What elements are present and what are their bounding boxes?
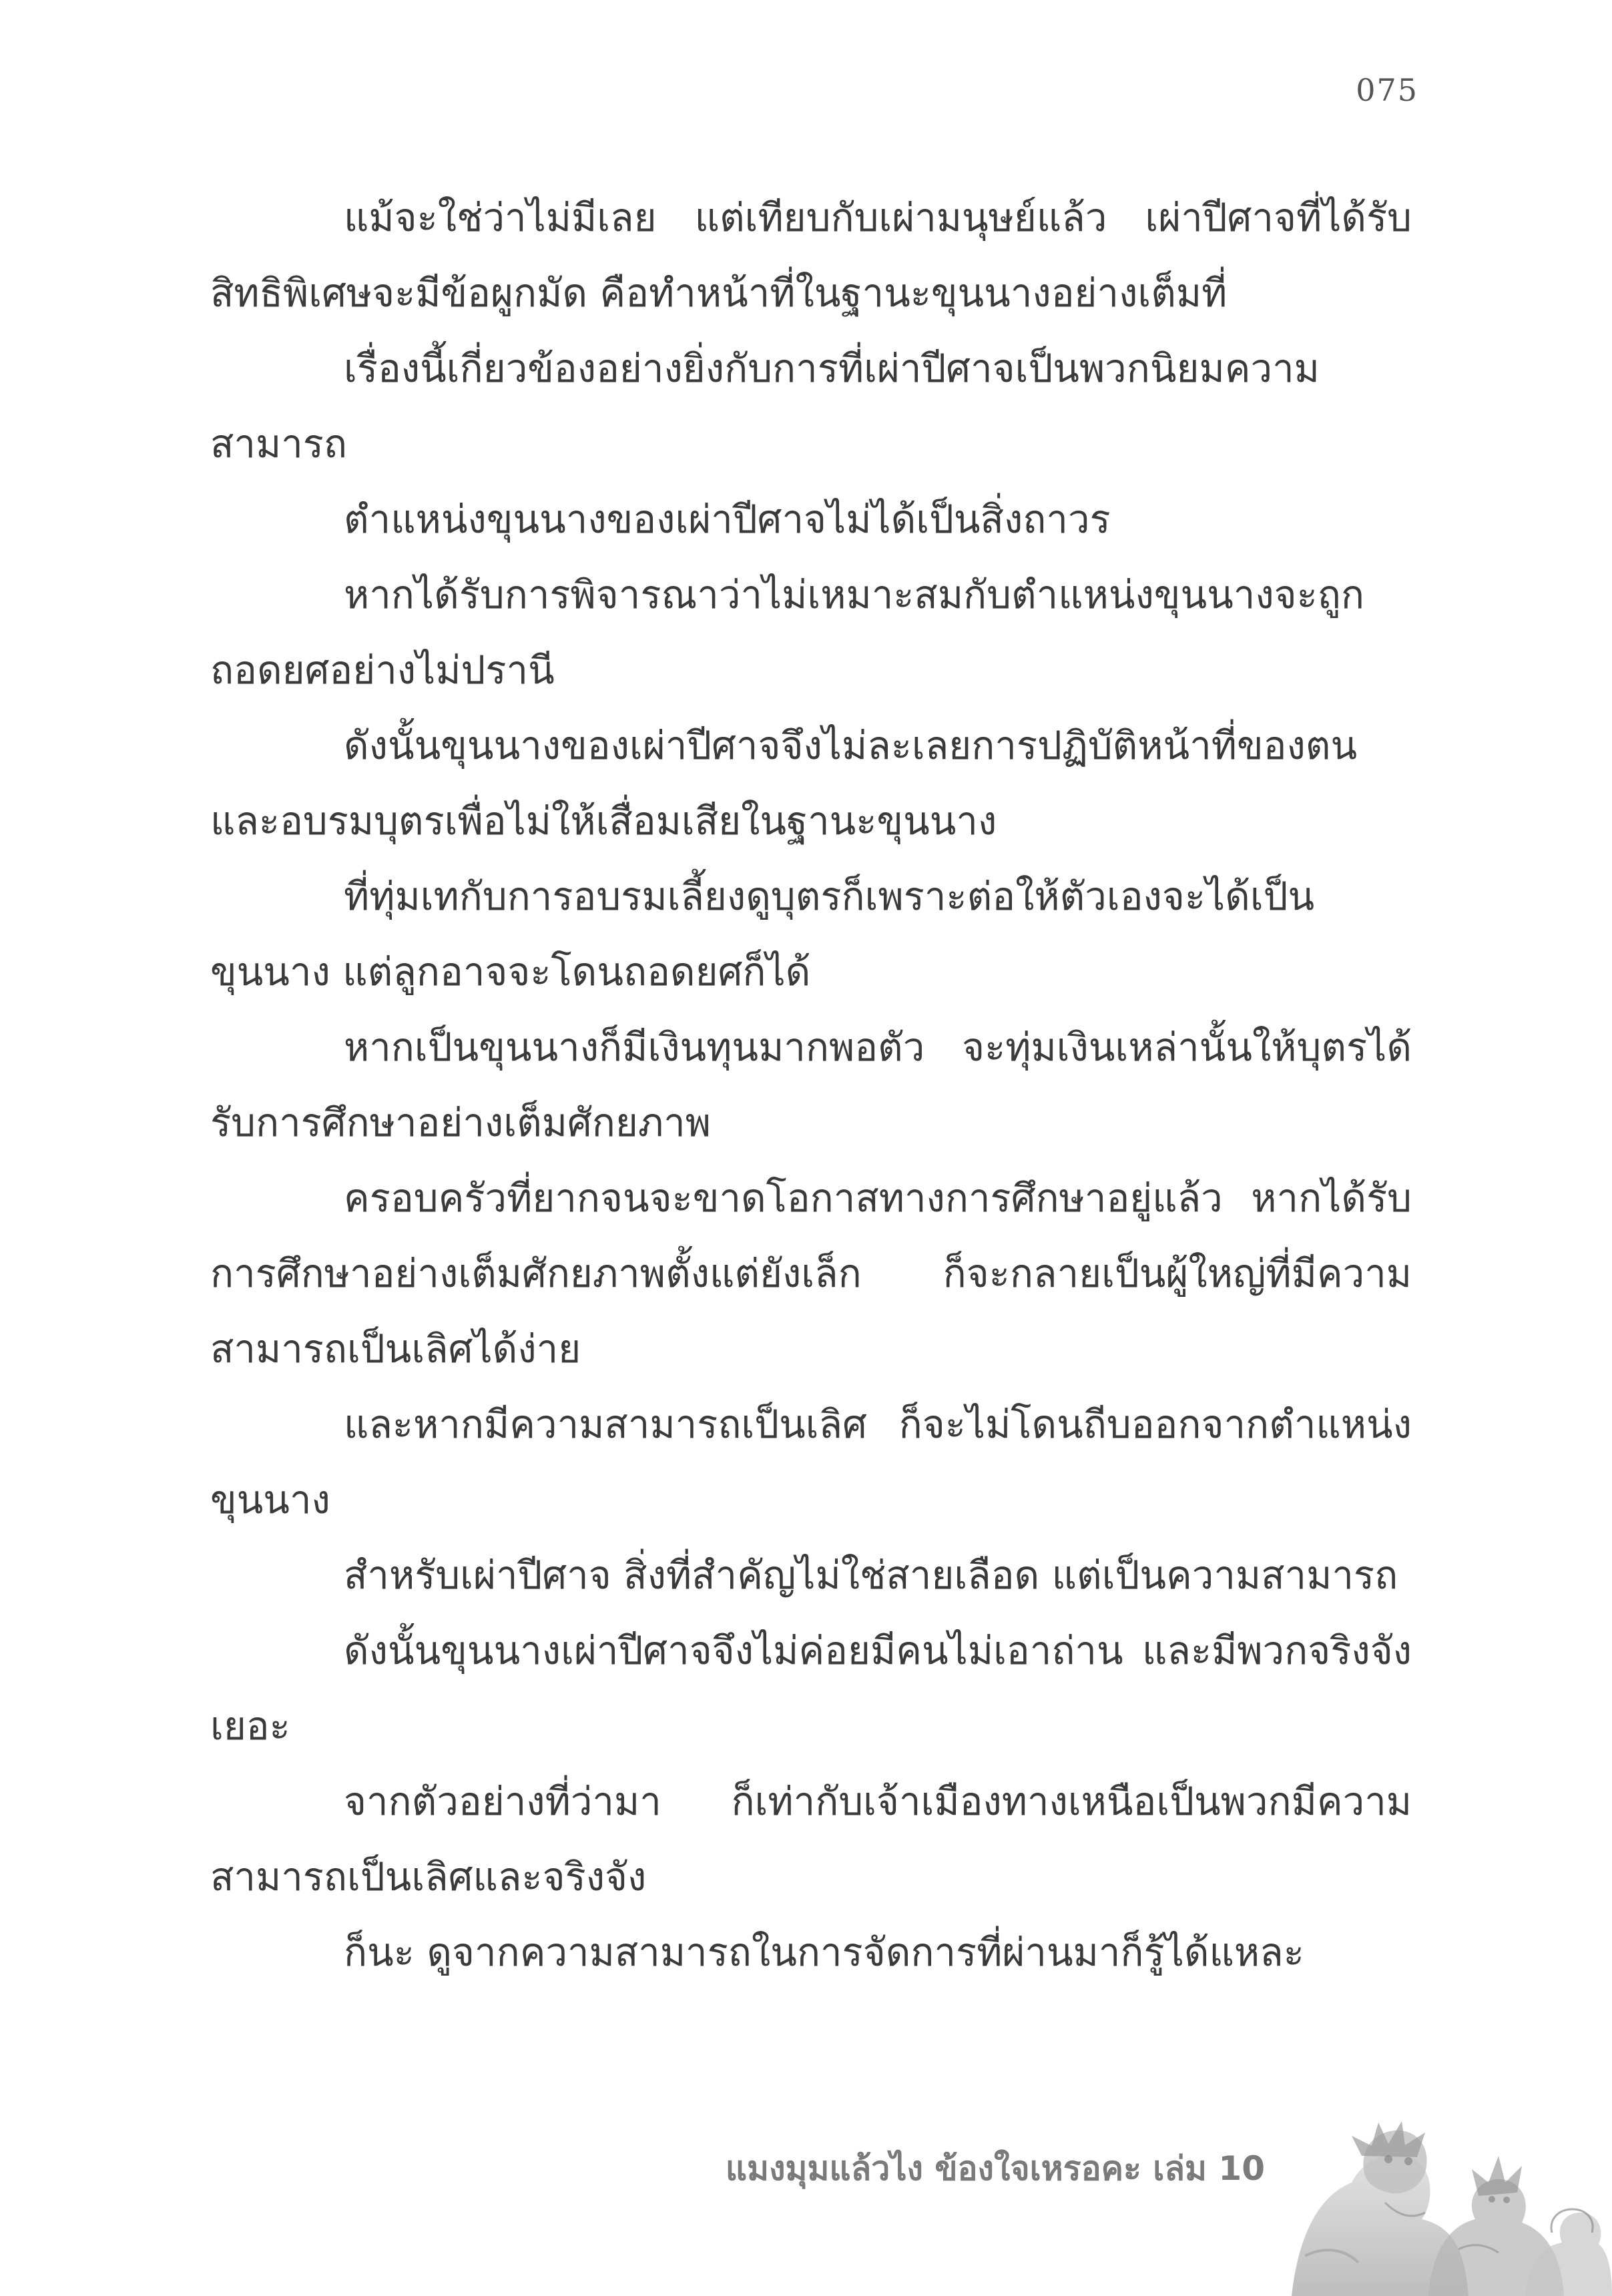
page-body	[210, 180, 1412, 1990]
paragraph: และหากมีความสามารถเป็นเลิศ ก็จะไม่โดนถีบออกจากตำแหน่งขุนนาง	[210, 1402, 1412, 1522]
paragraph: เรื่องนี้เกี่ยวข้องอย่างยิ่งกับการที่เผ่าปีศาจเป็นพวกนิยมความสามารถ	[210, 346, 1320, 467]
paragraph: ก็นะ ดูจากความสามารถในการจัดการที่ผ่านมาก็รู้ได้แหละ	[344, 1930, 1304, 1975]
paragraph: ดังนั้นขุนนางเผ่าปีศาจจึงไม่ค่อยมีคนไม่เอาถ่าน และมีพวกจริงจังเยอะ	[210, 1628, 1412, 1749]
page-number: 075	[1356, 72, 1418, 108]
paragraph: หากได้รับการพิจารณาว่าไม่เหมาะสมกับตำแหน่งขุนนางจะถูกถอดยศอย่างไม่ปรานี	[210, 572, 1365, 693]
paragraph: แม้จะใช่ว่าไม่มีเลย แต่เทียบกับเผ่ามนุษย์แล้ว เผ่าปีศาจที่ได้รับสิทธิพิเศษจะมีข้อผูกมัด คือทำหน้าที่ในฐานะขุนนางอย่างเต็มที่	[210, 195, 1412, 316]
paragraph: สำหรับเผ่าปีศาจ สิ่งที่สำคัญไม่ใช่สายเลือด แต่เป็นความสามารถ	[344, 1552, 1398, 1598]
paragraph: หากเป็นขุนนางก็มีเงินทุนมากพอตัว จะทุ่มเงินเหล่านั้นให้บุตรได้รับการศึกษาอย่างเต็มศักยภาพ	[210, 1025, 1412, 1145]
paragraph: ตำแหน่งขุนนางของเผ่าปีศาจไม่ได้เป็นสิ่งถาวร	[344, 497, 1111, 542]
paragraph: จากตัวอย่างที่ว่ามา ก็เท่ากับเจ้าเมืองทางเหนือเป็นพวกมีความสามารถเป็นเลิศและจริงจัง	[210, 1779, 1412, 1900]
paragraph: ครอบครัวที่ยากจนจะขาดโอกาสทางการศึกษาอยู่แล้ว หากได้รับการศึกษาอย่างเต็มศักยภาพตั้งแต่ยังเล็ก ก็จะกลายเป็นผู้ใหญ่ที่มีความสามารถเป็นเลิศได้ง่าย	[210, 1175, 1412, 1372]
page-footer	[0, 2082, 1612, 2296]
book-title: แมงมุมแล้วไง ข้องใจเหรอคะ เล่ม 10	[725, 2149, 1265, 2188]
character-group-illustration	[1265, 2082, 1612, 2296]
paragraph: ดังนั้นขุนนางของเผ่าปีศาจจึงไม่ละเลยการปฏิบัติหน้าที่ของตนและอบรมบุตรเพื่อไม่ให้เสื่อมเสียในฐานะขุนนาง	[210, 723, 1358, 844]
paragraph: ที่ทุ่มเทกับการอบรมเลี้ยงดูบุตรก็เพราะต่อให้ตัวเองจะได้เป็นขุนนาง แต่ลูกอาจจะโดนถอดยศก็ได้	[210, 874, 1315, 994]
